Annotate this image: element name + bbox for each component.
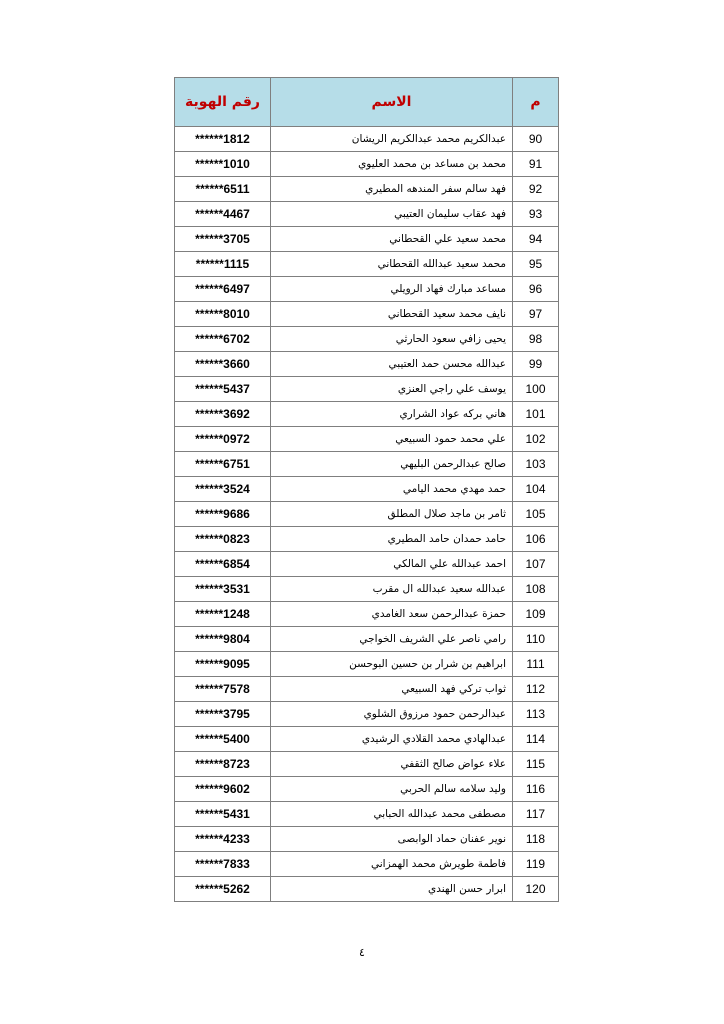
row-number: 93 <box>513 202 559 227</box>
row-number: 118 <box>513 827 559 852</box>
row-number: 109 <box>513 602 559 627</box>
row-number: 104 <box>513 477 559 502</box>
table-row <box>175 352 559 377</box>
table-row <box>175 202 559 227</box>
row-name: محمد بن مساعد بن محمد العليوي <box>271 152 513 177</box>
row-name: فاطمة طويرش محمد الهمزاني <box>271 852 513 877</box>
row-number: 99 <box>513 352 559 377</box>
row-number: 119 <box>513 852 559 877</box>
roster-table-container <box>174 77 558 902</box>
header-row <box>175 78 559 127</box>
row-name: عبدالكريم محمد عبدالكريم الريشان <box>271 127 513 152</box>
row-id-number: ******6702 <box>175 327 271 352</box>
row-id-number: ******3524 <box>175 477 271 502</box>
table-row <box>175 852 559 877</box>
row-number: 91 <box>513 152 559 177</box>
row-id-number: ******0972 <box>175 427 271 452</box>
table-row <box>175 827 559 852</box>
row-id-number: ******3705 <box>175 227 271 252</box>
row-name: فهد عقاب سليمان العتيبي <box>271 202 513 227</box>
row-id-number: ******9686 <box>175 502 271 527</box>
row-name: محمد سعيد عبدالله القحطاني <box>271 252 513 277</box>
row-id-number: ******4467 <box>175 202 271 227</box>
row-name: يوسف علي راجي العنزي <box>271 377 513 402</box>
row-id-number: ******1115 <box>175 252 271 277</box>
row-id-number: ******3795 <box>175 702 271 727</box>
row-name: يحيى زافي سعود الحارثي <box>271 327 513 352</box>
row-number: 102 <box>513 427 559 452</box>
row-id-number: ******1010 <box>175 152 271 177</box>
row-name: حامد حمدان حامد المطيري <box>271 527 513 552</box>
row-id-number: ******0823 <box>175 527 271 552</box>
row-id-number: ******5431 <box>175 802 271 827</box>
table-row <box>175 402 559 427</box>
row-number: 94 <box>513 227 559 252</box>
row-number: 110 <box>513 627 559 652</box>
roster-table <box>174 77 559 902</box>
row-id-number: ******1812 <box>175 127 271 152</box>
table-body <box>175 127 559 902</box>
row-name: حمزة عبدالرحمن سعد الغامدي <box>271 602 513 627</box>
row-name: صالح عبدالرحمن البليهي <box>271 452 513 477</box>
row-name: حمد مهدي محمد اليامي <box>271 477 513 502</box>
row-number: 97 <box>513 302 559 327</box>
table-row <box>175 602 559 627</box>
row-number: 113 <box>513 702 559 727</box>
row-number: 96 <box>513 277 559 302</box>
row-id-number: ******6751 <box>175 452 271 477</box>
row-number: 101 <box>513 402 559 427</box>
table-row <box>175 152 559 177</box>
page-number: ٤ <box>359 946 365 959</box>
row-number: 114 <box>513 727 559 752</box>
table-row <box>175 177 559 202</box>
row-number: 120 <box>513 877 559 902</box>
table-row <box>175 252 559 277</box>
row-name: علاء عواض صالح الثقفي <box>271 752 513 777</box>
table-row <box>175 727 559 752</box>
row-name: هاني بركه عواد الشراري <box>271 402 513 427</box>
row-number: 117 <box>513 802 559 827</box>
row-name: نوير عفنان حماد الوابصى <box>271 827 513 852</box>
row-id-number: ******4233 <box>175 827 271 852</box>
row-name: ابرار حسن الهندي <box>271 877 513 902</box>
row-number: 108 <box>513 577 559 602</box>
table-row <box>175 677 559 702</box>
row-name: فهد سالم سفر المندهه المطيري <box>271 177 513 202</box>
row-name: وليد سلامه سالم الحربي <box>271 777 513 802</box>
row-id-number: ******7833 <box>175 852 271 877</box>
header-name: الاسم <box>271 78 513 127</box>
table-header <box>175 78 559 127</box>
row-name: احمد عبدالله علي المالكي <box>271 552 513 577</box>
row-name: رامي ناصر علي الشريف الخواجي <box>271 627 513 652</box>
table-row <box>175 577 559 602</box>
row-number: 90 <box>513 127 559 152</box>
row-number: 98 <box>513 327 559 352</box>
table-row <box>175 702 559 727</box>
table-row <box>175 802 559 827</box>
row-id-number: ******1248 <box>175 602 271 627</box>
row-id-number: ******8010 <box>175 302 271 327</box>
row-number: 112 <box>513 677 559 702</box>
row-id-number: ******9602 <box>175 777 271 802</box>
table-row <box>175 227 559 252</box>
row-number: 103 <box>513 452 559 477</box>
table-row <box>175 427 559 452</box>
table-row <box>175 877 559 902</box>
row-id-number: ******9804 <box>175 627 271 652</box>
table-row <box>175 502 559 527</box>
row-id-number: ******5262 <box>175 877 271 902</box>
row-id-number: ******9095 <box>175 652 271 677</box>
row-id-number: ******3692 <box>175 402 271 427</box>
table-row <box>175 527 559 552</box>
row-name: مساعد مبارك فهاد الرويلي <box>271 277 513 302</box>
row-id-number: ******8723 <box>175 752 271 777</box>
row-number: 105 <box>513 502 559 527</box>
row-number: 95 <box>513 252 559 277</box>
row-id-number: ******7578 <box>175 677 271 702</box>
table-row <box>175 377 559 402</box>
row-name: مصطفى محمد عبدالله الحبابي <box>271 802 513 827</box>
table-row <box>175 477 559 502</box>
row-number: 107 <box>513 552 559 577</box>
row-name: نايف محمد سعيد القحطاني <box>271 302 513 327</box>
row-id-number: ******3660 <box>175 352 271 377</box>
row-name: ابراهيم بن شرار بن حسين البوحسن <box>271 652 513 677</box>
row-name: عبدالهادي محمد القلادي الرشيدي <box>271 727 513 752</box>
row-name: علي محمد حمود السبيعي <box>271 427 513 452</box>
row-name: عبدالله سعيد عبدالله ال مقرب <box>271 577 513 602</box>
row-name: ثامر بن ماجد صلال المطلق <box>271 502 513 527</box>
table-row <box>175 327 559 352</box>
table-row <box>175 277 559 302</box>
table-row <box>175 452 559 477</box>
table-row <box>175 752 559 777</box>
header-number: م <box>513 78 559 127</box>
table-row <box>175 777 559 802</box>
row-name: محمد سعيد علي القحطاني <box>271 227 513 252</box>
row-id-number: ******6511 <box>175 177 271 202</box>
header-id: رقم الهوية <box>175 78 271 127</box>
table-row <box>175 652 559 677</box>
table-row <box>175 302 559 327</box>
row-name: ثواب تركي فهد السبيعي <box>271 677 513 702</box>
row-number: 111 <box>513 652 559 677</box>
row-number: 115 <box>513 752 559 777</box>
row-id-number: ******6497 <box>175 277 271 302</box>
row-id-number: ******3531 <box>175 577 271 602</box>
table-row <box>175 627 559 652</box>
row-number: 116 <box>513 777 559 802</box>
row-name: عبدالله محسن حمد العتيبي <box>271 352 513 377</box>
row-number: 106 <box>513 527 559 552</box>
table-row <box>175 127 559 152</box>
row-number: 100 <box>513 377 559 402</box>
row-number: 92 <box>513 177 559 202</box>
row-id-number: ******6854 <box>175 552 271 577</box>
row-id-number: ******5437 <box>175 377 271 402</box>
row-id-number: ******5400 <box>175 727 271 752</box>
table-row <box>175 552 559 577</box>
row-name: عبدالرحمن حمود مرزوق الشلوي <box>271 702 513 727</box>
